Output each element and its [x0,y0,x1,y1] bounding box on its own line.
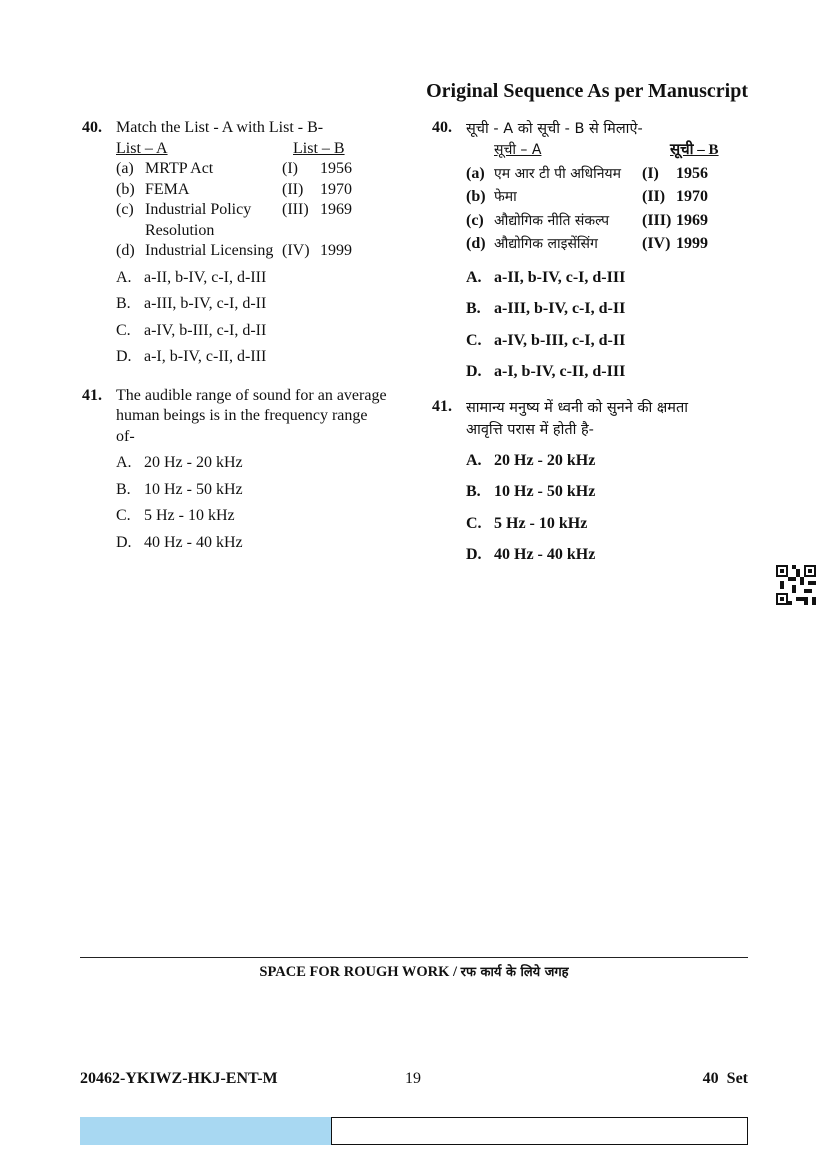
option-c[interactable] [116,321,387,342]
list-b-header: सूची – B [670,142,719,158]
row-label: (b) [466,188,486,205]
question-number: 40. [432,119,452,136]
row-item: FEMA [145,180,190,198]
option-c[interactable] [466,331,742,352]
option-letter: C. [466,331,482,349]
row-value: 1999 [676,235,708,252]
english-column [82,118,387,553]
option-letter: D. [466,546,482,563]
option-c[interactable] [116,506,387,527]
option-letter: D. [116,533,132,551]
row-item: फेमा [494,189,517,205]
option-letter: C. [116,507,131,524]
table-row [116,180,352,201]
divider [80,957,748,958]
option-c[interactable] [466,514,742,535]
row-item: एम आर टी पी अधिनियम [494,165,622,182]
set-text: Set [726,1070,748,1087]
paper-code: 20462-YKIWZ-HKJ-ENT-M [80,1070,278,1087]
row-label: (b) [116,180,135,198]
row-label: (c) [116,201,134,218]
set-label [703,1070,748,1088]
option-letter: A. [466,268,482,286]
option-letter: C. [466,514,482,532]
option-b[interactable] [116,294,387,315]
row-value: 1999 [320,242,352,259]
option-letter: D. [116,348,132,365]
option-text: a-I, b-IV, c-II, d-III [494,363,626,380]
question-text: Match the List - A with List - B- [116,119,324,136]
list-a-header: सूची – A [494,142,542,158]
option-a[interactable] [466,451,742,472]
question-40-en [82,118,387,139]
option-letter: B. [116,295,131,312]
option-b[interactable] [116,480,387,501]
question-number: 40. [82,119,102,136]
option-b[interactable] [466,299,742,320]
row-roman: (IV) [282,242,310,259]
row-roman: (I) [282,160,298,177]
option-b[interactable] [466,482,742,503]
option-a[interactable] [116,268,387,289]
question-text: सामान्य मनुष्य में ध्वनी को सुनने की क्षमता आवृत्ति परास में होती है- [466,399,688,438]
list-a-header: List – A [116,139,168,157]
option-d[interactable] [116,533,387,554]
option-text: 40 Hz - 40 kHz [144,533,243,551]
row-item: MRTP Act [145,160,214,177]
option-letter: D. [466,363,482,380]
row-value: 1969 [676,211,708,229]
footer-blue-bar [80,1117,331,1145]
footer-box [331,1117,748,1145]
option-a[interactable] [116,453,387,474]
question-41-en [82,386,387,448]
match-table-hi [466,140,719,161]
table-row [116,159,352,180]
row-value: 1956 [676,164,708,182]
option-letter: A. [116,454,132,471]
row-roman: (III) [642,211,672,229]
option-letter: B. [466,300,481,317]
row-roman: (I) [642,164,659,182]
option-text: 20 Hz - 20 kHz [144,454,243,471]
row-item: Industrial Licensing [145,242,274,259]
list-b-header: List – B [293,139,345,157]
row-value: 1956 [320,160,352,177]
row-roman: (IV) [642,235,671,252]
row-label: (a) [466,164,485,182]
row-item: Industrial Policy Resolution [145,201,252,239]
option-text: a-IV, b-III, c-I, d-II [494,331,626,349]
row-item: औद्योगिक लाइसेंसिंग [494,236,598,252]
row-value: 1970 [676,188,708,205]
option-text: 20 Hz - 20 kHz [494,451,596,469]
row-label: (a) [116,160,134,177]
page-number: 19 [405,1070,421,1087]
row-value: 1970 [320,180,352,198]
option-text: a-IV, b-III, c-I, d-II [144,321,267,339]
rough-work-label [80,962,748,981]
option-d[interactable] [116,347,387,368]
option-d[interactable] [466,545,742,566]
table-row [466,187,708,208]
match-rows-en [116,159,352,262]
rough-work-hindi: रफ कार्य के लिये जगह [460,965,569,980]
row-roman: (III) [282,201,309,218]
rough-work-english: SPACE FOR ROUGH WORK / [259,964,458,980]
option-d[interactable] [466,362,742,383]
option-text: 40 Hz - 40 kHz [494,546,596,563]
table-row [466,234,708,255]
row-item: औद्योगिक नीति संकल्प [494,212,610,229]
question-text: सूची - A को सूची - B से मिलाऐ- [466,121,643,137]
option-letter: B. [116,480,131,498]
qr-code-icon [776,565,816,605]
table-row [466,164,708,185]
option-letter: A. [116,268,132,286]
question-40-hi [432,118,742,140]
row-label: (c) [466,211,484,229]
option-text: 10 Hz - 50 kHz [494,483,596,500]
option-text: a-III, b-IV, c-I, d-II [144,295,267,312]
row-roman: (II) [642,188,666,205]
row-roman: (II) [282,180,304,198]
match-rows-hi [466,161,708,258]
row-label: (d) [466,235,486,252]
row-value: 1969 [320,201,352,218]
row-label: (d) [116,242,135,259]
question-text: The audible range of sound for an average human beings is in the frequency range of- [116,386,387,445]
option-text: a-II, b-IV, c-I, d-III [144,268,267,286]
table-row [116,200,352,241]
option-text: a-II, b-IV, c-I, d-III [494,268,626,286]
table-row [466,211,708,232]
option-text: a-III, b-IV, c-I, d-II [494,300,626,317]
match-table-en [116,139,345,160]
set-number: 40 [702,1070,719,1087]
option-text: 5 Hz - 10 kHz [144,507,235,524]
table-row [116,241,352,262]
option-letter: C. [116,321,131,339]
question-number: 41. [82,386,102,404]
option-a[interactable] [466,268,742,289]
option-text: a-I, b-IV, c-II, d-III [144,348,267,365]
option-letter: A. [466,451,482,469]
hindi-column [432,118,742,566]
page-header-title: Original Sequence As per Manuscript [426,80,748,102]
question-41-hi [432,397,742,441]
option-text: 10 Hz - 50 kHz [144,480,243,498]
option-text: 5 Hz - 10 kHz [494,514,588,532]
option-letter: B. [466,483,481,500]
question-number: 41. [432,397,452,415]
